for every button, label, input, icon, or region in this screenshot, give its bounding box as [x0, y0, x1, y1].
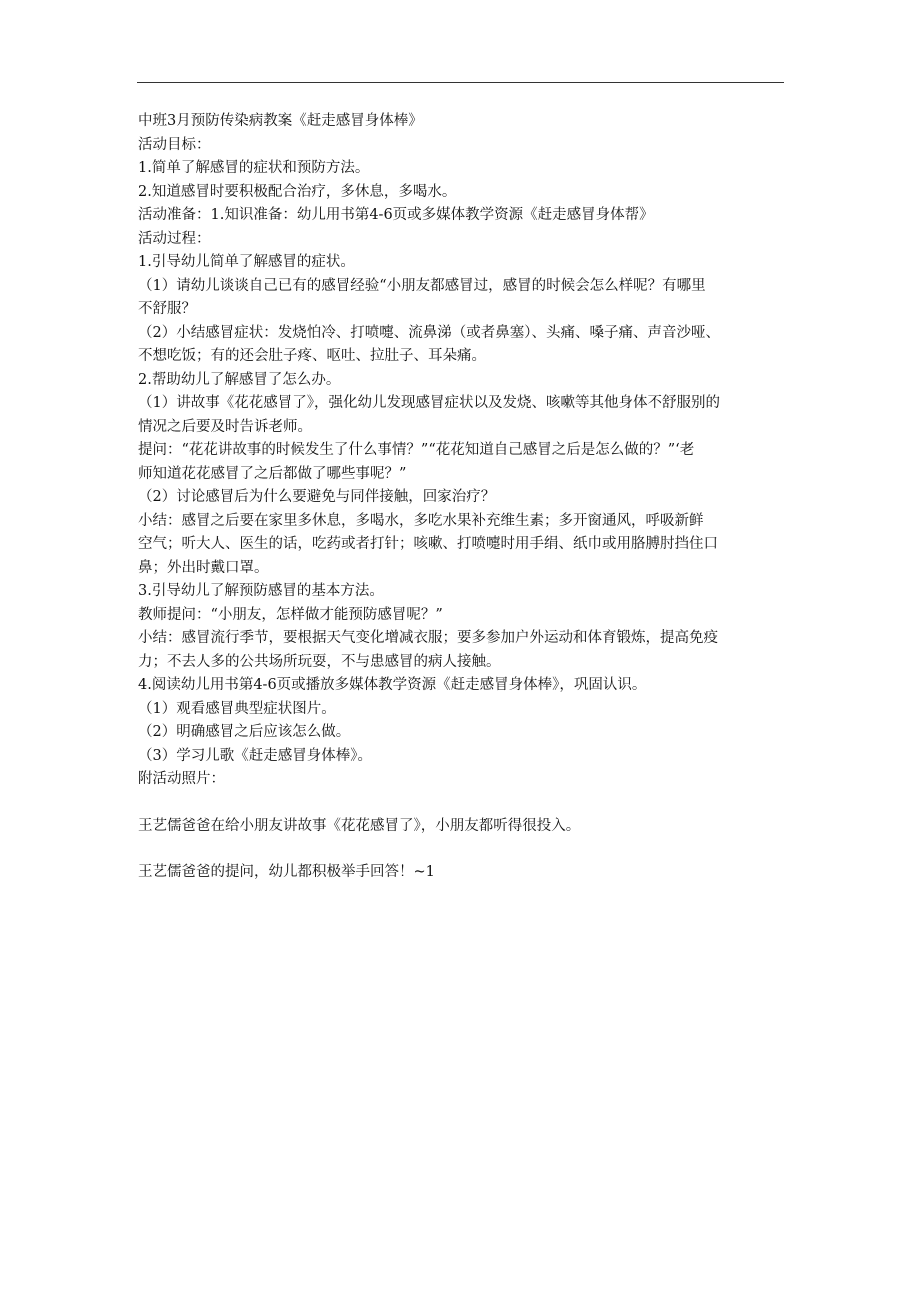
text-line: 不舒服？: [138, 301, 196, 317]
photo-caption: 王艺儒爸爸的提问，幼儿都积极举手回答！~1: [138, 864, 435, 880]
spacer: [138, 838, 788, 861]
text-line: （3）学习儿歌《赶走感冒身体棒》。: [138, 747, 372, 764]
text-line: 小结：感冒之后要在家里多休息，多喝水，多吃水果补充维生素；多开窗通风，呼吸新鲜: [138, 512, 704, 529]
spacer: [138, 792, 788, 815]
text-line: （1）观看感冒典型症状图片。: [138, 700, 336, 717]
section-heading: 活动目标：: [138, 136, 211, 153]
text-line: 2.帮助幼儿了解感冒了怎么办。: [138, 371, 341, 388]
document-title: 中班3月预防传染病教案《赶走感冒身体棒》: [138, 113, 423, 129]
text-line: （2）小结感冒症状：发烧怕冷、打喷嚏、流鼻涕（或者鼻塞）、头痛、嗓子痛、声音沙哑、: [138, 324, 720, 341]
header-rule: [137, 82, 784, 83]
text-line: 4.阅读幼儿用书第4-6页或播放多媒体教学资源《赶走感冒身体棒》，巩固认识。: [138, 677, 647, 693]
text-line: 1.引导幼儿简单了解感冒的症状。: [138, 254, 355, 270]
text-line: 空气；听大人、医生的话，吃药或者打针；咳嗽、打喷嚏时用手绢、纸巾或用胳膊肘挡住口: [138, 536, 718, 552]
text-line: 教师提问：“小朋友，怎样做才能预防感冒呢？”: [138, 606, 443, 623]
text-line: （1）请幼儿谈谈自己已有的感冒经验“小朋友都感冒过，感冒的时候会怎么样呢？有哪里: [138, 277, 706, 294]
text-line: （1）讲故事《花花感冒了》，强化幼儿发现感冒症状以及发烧、咳嗽等其他身体不舒服别的: [138, 395, 720, 411]
text-line: 活动准备：1.知识准备：幼儿用书第4-6页或多媒体教学资源《赶走感冒身体帮》: [138, 207, 654, 223]
text-line: 情况之后要及时告诉老师。: [138, 418, 312, 435]
text-line: （2）明确感冒之后应该怎么做。: [138, 724, 351, 740]
document-body: [138, 110, 788, 885]
text-line: 小结：感冒流行季节，要根据天气变化增减衣服；要多参加户外运动和体育锻炼，提高免疫: [138, 630, 718, 646]
text-line: 3.引导幼儿了解预防感冒的基本方法。: [138, 583, 384, 599]
text-line: 2.知道感冒时要积极配合治疗，多休息，多喝水。: [138, 183, 457, 200]
section-heading: 活动过程：: [138, 230, 211, 247]
text-line: 鼻；外出时戴口罩。: [138, 559, 269, 576]
text-line: 师知道花花感冒了之后都做了哪些事呢？”: [138, 465, 407, 482]
photo-caption: 王艺儒爸爸在给小朋友讲故事《花花感冒了》，小朋友都听得很投入。: [138, 817, 581, 834]
text-line: 1.简单了解感冒的症状和预防方法。: [138, 160, 370, 176]
text-line: 提问：“花花讲故事的时候发生了什么事情？”“花花知道自己感冒之后是怎么做的？”‘老: [138, 442, 695, 458]
text-line: 力；不去人多的公共场所玩耍，不与患感冒的病人接触。: [138, 653, 501, 670]
text-line: 不想吃饭；有的还会肚子疼、呕吐、拉肚子、耳朵痛。: [138, 348, 486, 364]
text-line: 附活动照片：: [138, 771, 225, 787]
text-line: （2）讨论感冒后为什么要避免与同伴接触，回家治疗？: [138, 489, 496, 505]
